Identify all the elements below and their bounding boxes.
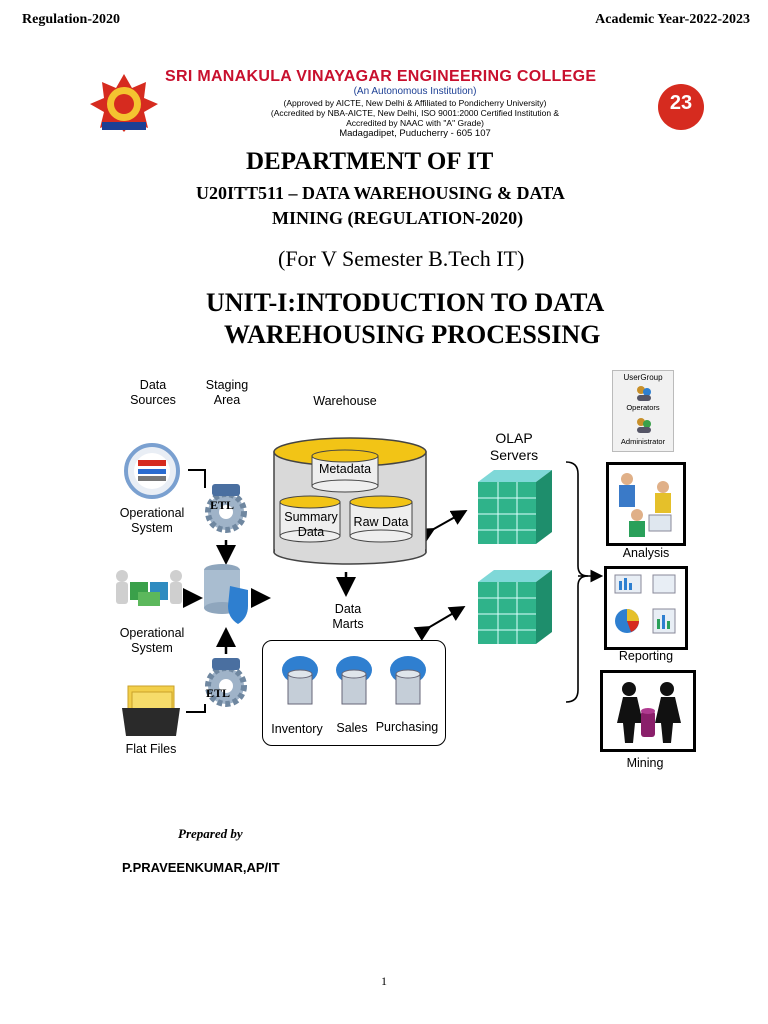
olap-servers-label: OLAP Servers — [489, 430, 539, 463]
unit-title-line2: WAREHOUSING PROCESSING — [224, 320, 601, 349]
page-number: 1 — [381, 974, 387, 988]
mart-purchasing-label: Purchasing — [375, 720, 439, 734]
reporting-charts-icon — [607, 569, 685, 647]
summary-data-label: Summary Data — [284, 510, 338, 539]
operators-label: Operators — [626, 403, 660, 412]
col-data-sources: Data Sources — [130, 378, 176, 407]
unit-title-line1: UNIT-I:INTODUCTION TO DATA — [206, 288, 605, 317]
user-group-label: UserGroup — [623, 373, 663, 382]
col-staging-area: Staging Area — [205, 378, 249, 407]
header-academic-year: Academic Year-2022-2023 — [595, 12, 750, 27]
user-group-panel — [612, 370, 674, 452]
college-approved: (Approved by AICTE, New Delhi & Affiliated to Pondicherry University) — [283, 98, 547, 108]
staging-database-icon — [200, 562, 252, 626]
mart-inventory-label: Inventory — [271, 722, 323, 736]
header-regulation: Regulation-2020 — [22, 12, 120, 27]
reporting-panel — [604, 566, 688, 650]
department-title: DEPARTMENT OF IT — [246, 148, 494, 175]
author-name: P.PRAVEENKUMAR,AP/IT — [122, 860, 280, 875]
col-warehouse: Warehouse — [313, 394, 377, 408]
mart-sales-label: Sales — [336, 721, 368, 735]
raw-data-label: Raw Data — [353, 515, 409, 529]
college-autonomous: (An Autonomous Institution) — [353, 86, 477, 97]
analysis-people-icon — [609, 465, 683, 543]
olap-cube-icon-2 — [474, 568, 556, 648]
reporting-label: Reporting — [618, 649, 674, 663]
course-title-line1: U20ITT511 – DATA WAREHOUSING & DATA — [196, 183, 565, 203]
college-name: SRI MANAKULA VINAYAGAR ENGINEERING COLLEGE — [165, 68, 597, 85]
college-address: Madagadipet, Puducherry - 605 107 — [339, 128, 491, 139]
data-marts-label: Data Marts — [332, 602, 364, 631]
etl-label-1: ETL — [210, 498, 235, 512]
prepared-by-label: Prepared by — [178, 826, 243, 841]
metadata-label: Metadata — [318, 462, 372, 476]
college-accredited-nba: (Accredited by NBA-AICTE, New Delhi, ISO 9001:2000 Certified Institution & — [270, 108, 560, 118]
college-accredited-naac: Accredited by NAAC with "A" Grade) — [346, 118, 484, 128]
analysis-panel — [606, 462, 686, 546]
semester-line: (For V Semester B.Tech IT) — [278, 246, 525, 271]
administrator-icon — [635, 417, 653, 433]
flat-files-label: Flat Files — [125, 742, 177, 756]
operational-system-label-2: Operational System — [119, 626, 185, 655]
mining-figures-icon — [603, 673, 693, 749]
badge-number: 23 — [669, 92, 693, 114]
mining-label: Mining — [626, 756, 664, 770]
course-title-line2: MINING (REGULATION-2020) — [272, 208, 524, 228]
administrator-label: Administrator — [620, 437, 666, 446]
mining-panel — [600, 670, 696, 752]
operators-icon — [635, 385, 653, 401]
etl-label-2: ETL — [206, 686, 231, 700]
warehouse-cylinder — [270, 436, 430, 566]
data-mart-icons — [274, 652, 434, 710]
olap-cube-icon-1 — [474, 468, 556, 548]
operational-system-label-1: Operational System — [119, 506, 185, 535]
analysis-label: Analysis — [622, 546, 670, 560]
etl-gear-icon-2 — [198, 656, 254, 712]
